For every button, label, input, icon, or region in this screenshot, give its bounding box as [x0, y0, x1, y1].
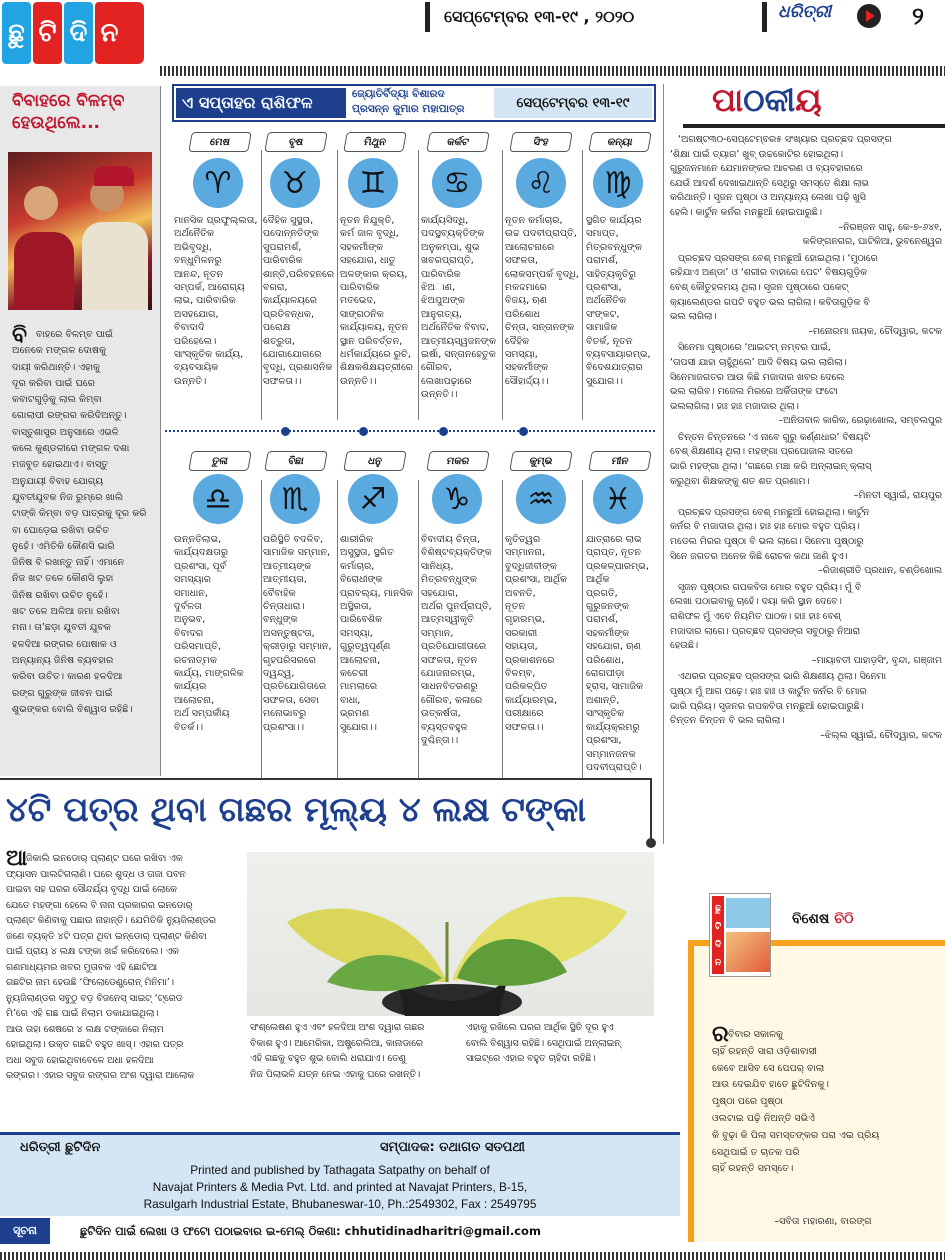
sign-label-mesha: ମେଷ [188, 132, 252, 152]
poem-drop-cap: ର [712, 1022, 729, 1047]
plant-illustration [247, 852, 654, 1016]
feedback-rule [683, 124, 945, 128]
issue-date: ସେପ୍ଟେମ୍ବର ୧୩-୧୯ , ୨୦୨୦ [444, 7, 635, 26]
letter-text: ପ୍ରଚ୍ଛଦ ପ୍ରସଙ୍ଗ ବେଶ୍ ମନଛୁଆଁ ହୋଇଥିଲା। କାର୍ଟୁନ କର୍ନର ବି ମଜାଦାର ଥିଲା। ହାଃ ହାଃ ମୋର ବହୁତ ପ୍ରିୟ। ମଡେଲ ମିରର ପୃଷ୍ଠା ବି ଭଲ ଲାଗେ। ସିନେମା ପୃଷ୍ଠାରୁ ସିନେ ଜଗତର ଅନେକ କିଛି ରୋଚକ କଥା ଜାଣି ହୁଏ। [670, 506, 870, 562]
sign-label-kanya: କନ୍ୟା [588, 132, 652, 152]
plant-headline: ୪ଟି ପତ୍ର ଥିବା ଗଛର ମୂଲ୍ୟ ୪ ଲକ୍ଷ ଟଙ୍କା [6, 790, 586, 830]
column-rule [582, 150, 583, 420]
gemini-icon: ♊ [348, 158, 398, 208]
feedback-title [712, 82, 822, 118]
footer-imprint-1: Printed and published by Tathagata Satpathy on behalf of [190, 1163, 490, 1177]
letter-signature: –ମିନତୀ ସ୍ୱାଇଁ, ରାୟପୁର [853, 490, 942, 502]
magazine-tile: ନ [714, 958, 722, 968]
taurus-icon: ♉ [270, 158, 320, 208]
horoscope-text-meena: ଯାତ୍ରାରେ ଲାଭ ପ୍ରାପ୍ତ, ନୂତନ ପ୍ରକଳ୍ପାରମ୍ଭ, ଆର୍ଥିକ ପ୍ରଗତି, ଗୁରୁଜନଙ୍କ ପରାମର୍ଶ, ସହକର୍ମୀଙ୍କ ସହଯୋଗ, ଋଣ ପରିଶୋଧ, ରୋଗପୀଡ଼ା ହ୍ରାସ, ସାମାଜିକ ଅଶାନ୍ତି, ସାଂସ୍କୃତିକ କାର୍ଯ୍ୟକ୍ରମରୁ ପ୍ରଶଂସା, ସମ୍ମାନଜନକ ପଦବୀପ୍ରାପ୍ତି। [586, 534, 649, 773]
sign-label-meena: ମୀନ [588, 451, 652, 471]
letters-list [670, 133, 942, 745]
sign-label-karkata: କର୍କଟ [426, 132, 490, 152]
capricorn-icon: ♑ [432, 474, 482, 524]
magazine-cover [709, 893, 771, 977]
horoscope-text-bichha: ପରିସ୍ଥିତି ବଦଳିବ, ସାମାଜିକ ସମ୍ମାନ, ଆତ୍ମୀୟଙ୍କ ଆତ୍ମୀୟତା, ବୈବାହିକ ଚିନ୍ତାଧାରା। ବନ୍ଧୁଙ୍କ ଅସନ୍ତୁଷ୍ଟତା, କ୍ରୀଡ଼ାରୁ ସମ୍ମାନ, ଗୃହପରିସରରେ ଦ୍ୱନ୍ଦ୍ୱ, ପ୍ରତିଯୋଗିତାରେ ସଫଳତା, ସେବା ମନୋଭାବରୁ ପ୍ରଶଂସା।। [263, 534, 332, 733]
horoscope-text-kumbha: କୃତିତ୍ୱର ସମ୍ମାନନା, ବୁଦ୍ଧିଜୀବୀଙ୍କ ପ୍ରଶଂସା, ଆର୍ଥିକ ଅବନତି, ନୂତନ ଗୃହାରମ୍ଭ, ସରକାରୀ ସହାୟତା, ପ୍ରକାଶନରେ ବିଳମ୍ବ, ପରିକଳ୍ପିତ କାର୍ଯ୍ୟାରମ୍ଭ, ପରୀକ୍ଷାରେ ସଫଳତା।। [505, 534, 568, 733]
plant-story-col2: ସଂଶ୍ଲେଷଣ ହୁଏ ଏବଂ ହଳଦିଆ ଅଂଶ ଦ୍ୱାରା ଗଛର ବିକାଶ ହୁଏ। ଆମେରିକା, ଅଷ୍ଟ୍ରେଲିଆ, କାନାଡାରେ ଏହି ଗଛକୁ ବହୁତ ଶୁଭ ବୋଲି ଧରାଯାଏ। ତେଣୁ ନିଜ ପିଲାଭଳି ଯତ୍ନ ନେଇ ଏହାକୁ ଘରେ ରଖନ୍ତି। [250, 1022, 425, 1080]
plant-photo [247, 852, 654, 1016]
horoscope-text-simha: ନୂତନ କର୍ମାଚାର, ଉଚ୍ଚ ପଦବୀପ୍ରାପ୍ତି, ଆଲୋଚନାରେ ସଫଳତା, ଲୋକସମ୍ପର୍କ ବୃଦ୍ଧି, ମକଦ୍ଦମାରେ ବିଜୟ, ଋଣ ପରିଶୋଧ ଚିନ୍ତା, ସନ୍ତାନଙ୍କ ଦୈହିକ ସମସ୍ୟା, ସହକର୍ମୀଙ୍କ ସୌହାର୍ଦ୍ଦ୍ୟ।। [505, 215, 579, 387]
horoscope-text-mithuna: ନୂତନ ନିଯୁକ୍ତି, କର୍ମ ଜାଳ ବୃଦ୍ଧି, ସହକର୍ମୀଙ୍କ ସହଯୋଗ, ଧାତୁ ଅଳଙ୍କାର କ୍ରୟ, ପାରିବାରିକ ମତଭେଦ, ସାଙ୍ଗଠନିକ କାର୍ଯ୍ୟାଳୟ, ନୂତନ ସ୍ଥାନ ପରିବର୍ତ୍ତନ, ଧର୍ମକାର୍ଯ୍ୟରେ ରୁଚି, ଶିକ୍ଷକଶିକ୍ଷୟତ୍ରୀରେ ଉନ୍ନତି।। [340, 215, 414, 387]
footer-imprint-2: Navajat Printers & Media Pvt. Ltd. and printed at Navajat Printers, B-15, [152, 1180, 528, 1194]
leo-icon: ♌ [516, 158, 566, 208]
horoscope-title: ଏ ସପ୍ତାହର ରାଶିଫଳ [176, 88, 346, 118]
sign-label-dhanu: ଧନୁ [343, 451, 407, 471]
horoscope-date: ସେପ୍ଟେମ୍ବର ୧୩-୧୯ [494, 88, 652, 118]
plant-headline-rule [0, 778, 650, 780]
masthead-tile: ଛୁ [2, 2, 31, 64]
feedback-title-part: ଠକୀ [743, 81, 796, 119]
special-letter-label-a: ବିଶେଷ [792, 911, 830, 927]
divider-dot [519, 427, 528, 436]
sign-label-kumbha: କୁମ୍ଭ [509, 451, 573, 471]
date-bar-right [762, 2, 767, 32]
plant-drop-cap: ଆ [6, 846, 28, 871]
horoscope-text-dhanu: ଶାରୀରିକ ଅସୁସ୍ଥତା, ସ୍ଥଗିତ କର୍ମାଚାର, ବିରୋଧୀଙ୍କ ପ୍ରାବଲ୍ୟ, ମାନସିକ ଅସ୍ଥିରତା, ପାରିବେଶିକ ସମସ୍ୟା, ଗୁରୁତ୍ୱପୂର୍ଣ୍ଣ ଆଲୋଚନା, କଚେରୀ ମାମଲାରେ ବାଧା, ଭ୍ରମଣ ସୁଯୋଗ।। [340, 534, 414, 733]
hatched-rule [160, 66, 945, 76]
column-rule [337, 150, 338, 420]
notice-label: ସୂଚନା [0, 1218, 50, 1244]
libra-icon: ♎ [193, 474, 243, 524]
sign-label-makara: ମକର [426, 451, 490, 471]
letter [670, 670, 942, 743]
special-letter-label-b: ଚିଠି [834, 911, 854, 927]
cancer-icon: ♋ [432, 158, 482, 208]
masthead-tail [118, 2, 144, 64]
column-rule [502, 150, 503, 420]
sagittarius-icon: ♐ [348, 474, 398, 524]
left-story-title: ବିବାହରେ ବିଳମ୍ବ ହେଉଥିଲେ... [12, 91, 125, 133]
horoscope-text-karkata: କାର୍ଯ୍ୟସିଦ୍ଧି, ପଦସ୍ଥବ୍ୟକ୍ତିଙ୍କ ଅନୁକମ୍ପା, ଶୁଭ ଖବରପ୍ରାପ୍ତି, ପାରିବାରିକ ଝିଅାଣ, ଝିଅପୁଅଙ୍କ ଆନୁଗତ୍ୟ, ଅର୍ଥନୈତିକ ବିବାଦ, ଆତ୍ମୀୟସ୍ୱଜନଙ୍କ ଇର୍ଷା, ସନ୍ତାନହେତୁକ ଗୌରବ, ଲେଖାପଢ଼ାରେ ଉନ୍ନତି।। [421, 215, 497, 401]
letter-signature: –ମାୟାବତୀ ପାହାଡ଼ସିଂ, ବୃନ୍ଦା, ଗଞ୍ଜାମ [811, 654, 942, 666]
magazine-tile: ଦି [714, 940, 722, 950]
divider-dot [359, 427, 368, 436]
left-column-rule [160, 86, 161, 776]
plant-story-col3: ଏହାକୁ ରଖିଲେ ଘରର ଆର୍ଥିକ ସ୍ଥିତି ଦୂର ହୁଏ ବୋଲି ବିଶ୍ୱାସ ରହିଛି। ସେଥିପାଇଁ ଅନ୍‌ଲାଇନ୍ ସାଇଟ୍‌ରେ ଏହାର ବହୁତ ଚାହିଦା ରହିଛି। [466, 1022, 621, 1064]
aquarius-icon: ♒ [516, 474, 566, 524]
sign-label-simha: ସିଂହ [509, 132, 573, 152]
sign-label-bichha: ବିଛା [264, 451, 328, 471]
virgo-icon: ♍ [593, 158, 643, 208]
astrologer-line-1: ଜ୍ୟୋତିର୍ବିଦ୍ୟା ବିଶାରଦ [352, 88, 445, 100]
letter-signature: –ଅନିତାବାଳ କାରିକ, ରେଢ଼ାଖୋଲ, ସମ୍ବଲପୁର [778, 415, 942, 427]
column-rule [261, 480, 262, 780]
wedding-photo [8, 152, 152, 310]
bottom-hatched-rule [0, 1252, 945, 1260]
horoscope-text-vrusha: ଦୈହିକ ସୁସ୍ଥତା, ପଦୋନ୍ନତିଙ୍କ ସୁପରାମର୍ଶ, ପାରିବାରିକ ଶାନ୍ତି,ପରିବହନରେ ବଗରା, କାର୍ଯ୍ୟାଳୟରେ ପ୍ରତିବନ୍ଧକ, ପରୋକ୍ଷ ଶତ୍ରୁତା, ଯୋଗାଯୋଗରେ ବୃଦ୍ଧି, ପ୍ରଶାସନିକ ସଫଳତା।। [263, 215, 335, 387]
sign-label-mithuna: ମିଥୁନ [343, 132, 407, 152]
paper-logo: ଧରିତ୍ରୀ [778, 2, 832, 22]
sign-label-tula: ତୁଳା [188, 451, 252, 471]
masthead-tile: ନ [95, 2, 124, 64]
plant-headline-rule-vertical [650, 778, 652, 844]
horoscope-text-makara: ବିବାଦୀୟ ଚିନ୍ତା, ବିଶିଷ୍ଟବ୍ୟକ୍ତିଙ୍କ ସାନିଧ୍ୟ, ମିତ୍ରବନ୍ଧୁଙ୍କ ସହଯୋଗ, ଅର୍ଥର ପୁନର୍ପ୍ରାପ୍ତି, ଆତ୍ମସ୍ୱୀକୃତି ସମ୍ମାନ, ପ୍ରତିଯୋଗୀତାରେ ସଫଳତା, ନୂତନ ଯୋଜନାରମ୍ଭ, ସାଧନବିତରଣରୁ ଗୌରବ, କଳାରେ ଉତ୍କର୍ଷତା, ବ୍ୟସ୍ତବହୁଳ ଦୁଶ୍ଚିନ୍ତା।। [421, 534, 492, 747]
letter [670, 341, 942, 429]
column-rule [418, 480, 419, 780]
letter [670, 133, 942, 250]
rule-end-dot [646, 838, 656, 848]
date-bar-left [425, 2, 430, 32]
feedback-title-part: ପା [712, 81, 744, 119]
left-drop-cap: ବି [12, 323, 28, 348]
letter [670, 431, 942, 504]
left-story-body: ବାହରେ ବିଳମ୍ବ ପାଇଁ ଅନେକେ ମଙ୍ଗଳ ଦୋଷକୁ ଦାୟୀ କରିଥାନ୍ତି। ଏହାକୁ ଦୂର କରିବା ପାଇଁ ଘରେ କବାଟଗୁଡ଼ିକୁ ଲାଲ କିମ୍ବା ଗୋଲାପୀ ରଙ୍ଗର କରିଦିଅନ୍ତୁ। ବାସ୍ତୁଶାସ୍ତ୍ର ଅନୁସାରେ ଏଭଳି କଲେ କୁଣ୍ଡଳୀରେ ମଙ୍ଗଳ ଦଶା ମଜବୁତ ହୋଇଥାଏ। ବାସ୍ତୁ ଅନୁଯାୟୀ ବିବାହ ଯୋଗ୍ୟ ଯୁବତୀଯୁବକ ନିଜ ରୁମ୍‌ରେ ଖାଲି ଟାଙ୍କି କିମ୍ବା ବଡ଼ ପାତ୍ରକୁ ଦୂର କରି ବା ଘୋଡ଼େଇ ରଖିବା ଉଚିତ ନୁହେଁ। ଏମିତିକି କୌଣସି ଭାରି ଜିନିଷ ବି ରଖନ୍ତୁ ନାହିଁ। ଏମାନେ ନିଜ ଖଟ ତଳେ କୌଣସି ଲୁହା ଜିନିଷ ରଖିବା ଉଚିତ ନୁହେଁ। ଖଟ ତଳେ ଅଳିଆ ଜମା ରଖିବା ମନା। ତା’ଛଡ଼ା ଯୁବତୀ ଯୁବକ ହଳଦିଆ ରଙ୍ଗର ପୋଷାକ ଓ ଅନ୍ୟାନ୍ୟ ଜିନିଷ ବ୍ୟବହାର କରିବା ଉଚିତ। କାରଣ ହଳଦିଆ ରଙ୍ଗ ଗୁରୁଙ୍କ ଜୀବନ ପାଇଁ ଶୁଭଙ୍କର ବୋଲି ବିଶ୍ୱାସ ରହିଛି। [12, 329, 147, 715]
magazine-cover-title [713, 900, 723, 972]
letter-text: ଚିନ୍ତନ ଚିନ୍ତନରେ ‘ଏ ନାବେ ଗୁରୁ କର୍ଣ୍ଣଧାର’ ବିଷୟଟି ବେଶ୍ ଶିକ୍ଷଣୀୟ ଥିଲା। ମହଙ୍ଗା ପ୍ରପୋଜାଲ ସତରେ ଭାରି ମହଙ୍ଗା ଥିଲା। ‘ଗଛରେ ମଞ୍ଚା କରି ଅନ୍‌ଲାଇନ୍ କ୍ଲାସ୍ କରୁଥିବା ଶିକ୍ଷକଙ୍କୁ ଶତ ଶତ ପ୍ରଣାମ। [670, 431, 872, 487]
letter-signature: –ରିଜାଶ୍ରୀତି ପ୍ରଧାନ, ଚଣ୍ଡିଖୋଲ [818, 565, 942, 577]
letter [670, 506, 942, 579]
aries-icon: ♈ [193, 158, 243, 208]
magazine-tile: ଟି [714, 922, 722, 932]
column-rule [337, 480, 338, 780]
right-column-rule [663, 84, 664, 844]
column-rule [582, 480, 583, 780]
column-rule [261, 150, 262, 420]
special-letter-signature: –ସବିତା ମହାରଣା, ବାରଙ୍ଗ [774, 1216, 872, 1227]
footer-top-rule [0, 1132, 680, 1135]
footer-imprint-3: Rasulgarh Industrial Estate, Bhubaneswar-10, Ph.:2549302, Fax : 2549795 [143, 1197, 537, 1211]
letter-signature: –ମନୋରମା ନାୟକ, ଚୌଦ୍ୱାର, କଟକ [808, 325, 942, 337]
letter [670, 581, 942, 669]
column-rule [502, 480, 503, 780]
sign-label-vrusha: ବୃଷ [264, 132, 328, 152]
plant-story-col1: ଜିକାଲି ଇନଡୋର୍ ପ୍ଲାଣ୍ଟ ଘରେ ରଖିବା ଏକ ଫ୍ୟାସନ ପାଲଟିଗଲାଣି। ଘରେ ଶୁଦ୍ଧ ଓ ତାଜା ପବନ ପାଇବା ସହ ଘରର ସୌନ୍ଦର୍ଯ୍ୟ ବୃଦ୍ଧି ପାଇଁ ଲୋକେ ଯେତେ ମହଙ୍ଗା ହେଲେ ବି ନାନା ପ୍ରକାରର ଇନଡୋର୍ ପ୍ଲାଣ୍ଟ କିଣିବାକୁ ପଛାଉ ନାହାନ୍ତି। ଯେମିତିକି ନ୍ୟୁଜିଲାଣ୍ଡର ଜଣେ ବ୍ୟକ୍ତି ୪ଟି ପତ୍ର ଥିବା ଇନ୍‌ଡୋର୍ ପ୍ଲାଣ୍ଟ କିଣିବା ପାଇଁ ପ୍ରାୟ ୪ ଲକ୍ଷ ଟଙ୍କା ଖର୍ଚ୍ଚ କରିଦେଲେ। ଏକ ଗଣମାଧ୍ୟମର ଖବର ମୁତାବକ ଏହି ଛୋଟିଆ ଗଛଟିର ନାମ ହେଉଛି ‘ଫିଲୋଡେଣ୍ଡ୍ରୋନ୍ ମିନିମା’। ନ୍ୟୁଜିଲାଣ୍ଡର ସବୁଠୁ ବଡ଼ ବିଜନେସ୍ ସାଇଟ୍ ‘ଟ୍ରେଡ ମି’ରେ ଏହି ଗଛ ପାଇଁ ନିଲାମ ଡକାଯାଇଥିଲା। ଆଉ ତାହା ଶେଷରେ ୪ ଲକ୍ଷ ଟଙ୍କାରେ ନିଲାମ ହୋଇଥିଲା। ଉକ୍ତ ଗଛଟି ବହୁତ ଖାସ୍। ଏହାର ପତ୍ର ଅଧା ସବୁଜ ହୋଇଥିବାବେଳେ ଅଧା ହଳଦିଆ ରଙ୍ଗର। ଏହାର ସବୁଜ ରଙ୍ଗର ଅଂଶ ଦ୍ୱାରା ଆଲୋକ [6, 853, 216, 1081]
horoscope-text-tula: ଉନ୍ନତିଲାଭ, କାର୍ଯ୍ୟଦକ୍ଷତାରୁ ପ୍ରଶଂସା, ପୂର୍ବ ସମସ୍ୟାର ସମାଧାନ, ଦୁର୍ବଳତା ଅନୁଭବ, ବିବାଦର ପରିସମାପ୍ତି, ରଚନାତ୍ମକ କାର୍ଯ୍ୟ, ମାଙ୍ଗଳିକ କାର୍ଯ୍ୟର ଆଲୋଚନା, ଅର୍ଥ ସମ୍ପର୍କୀୟ ବିତର୍କ।। [174, 534, 244, 733]
horoscope-text-kanya: ସ୍ଥଗିତ କାର୍ଯ୍ୟର ସମାପ୍ତ, ମିତ୍ରବନ୍ଧୁଙ୍କ ପରାମର୍ଶ, ସାହିତ୍ୟକୃତିରୁ ପ୍ରଶଂସା, ଅର୍ଥନୈତିକ ସଂଙ୍କଟ, ସାମାଜିକ ବିତର୍କ, ନୂତନ ବ୍ୟବସାୟାରମ୍ଭ, ବିଦେଶଯାତ୍ରାର ସୁଯୋଗ।। [586, 215, 651, 387]
letter-text: ସିନେମା ପୃଷ୍ଠାରେ ‘ଆଇଟମ୍ ନମ୍ବର ପାଇଁ, ‘ତାପସୀ ଯାହା ଚାହୁଁଥିଲେ’ ଆଦି ବିଷୟ ଭଲ ଲାଗିଲା। ସିନେମାଜଗତର ଆଉ କିଛି ମଜାଦାର ଖବର ଦେଲେ ଭଲ ଲାଗିବ। ମଜେଲ ମିରରେ ଅର୍କିତାଙ୍କ ଫଟୋ ଭଲଲାଗିଲା। ହାଃ ହାଃ ମଜାଦାର ଥିଲା। [670, 342, 847, 412]
footer-editor: ସମ୍ପାଦକ: ତଥାଗତ ସତପଥୀ [380, 1140, 525, 1155]
divider-dot [439, 427, 448, 436]
magazine-tile: ଛୁ [715, 904, 721, 914]
astrologer-line-2: ପ୍ରସନ୍ନ କୁମାର ମହାପାତ୍ର [352, 103, 465, 115]
horoscope-dotted-divider [165, 430, 655, 432]
page-number: ୨ [912, 2, 924, 30]
email-notice: ଛୁଟିଦିନ ପାଇଁ ଲେଖା ଓ ଫଟୋ ପଠାଇବାର ଇ-ମେଲ୍ ଠିକଣା: chhutidinadharitri@gmail.com [80, 1224, 541, 1238]
divider-dot [281, 427, 290, 436]
letter-text: ପ୍ରଚ୍ଛଦ ପ୍ରସଙ୍ଗ ବେଶ୍ ମନଛୁଆଁ ହୋଇଥିଲା। ‘ମୁଠାରେ ରହିଯାଏ ଅଣ୍ଡା’ ଓ ‘ଶରୀର ବାହାରେ ପେଟ’ ବିଷୟଗୁଡ଼ିକ ବେଶ୍ କୌତୁହଳମୟ ଥିଲା। ସୃଜନ ପୃଷ୍ଠାରେ ପକେଟ୍ କ୍ୟାଲେଣ୍ଡର ଗପଟି ବହୁତ ଭଲ ଲାଗିଲା। କବିତାଗୁଡ଼ିକ ବି ଭଲ ଲାଗିଲା। [670, 252, 878, 323]
special-letter-label [786, 906, 926, 932]
horoscope-text-mesha: ମାନସିକ ପ୍ରଫୁଲ୍ଲତା, ଅର୍ଥନୈତିକ ଅଭିବୃଦ୍ଧି, ବନ୍ଧୁମିଳନରୁ ଆନନ୍ଦ, ନୂତନ ସମ୍ପର୍କ, ଆରୋଗ୍ୟ ଲାଭ, ପାରିବାରିକ ଅସହଯୋଗ, ବିବାଦାଦି ପରିହେଲେ। ସାଂସ୍କୃତିକ କାର୍ଯ୍ୟ, ବ୍ୟବସାୟିକ ଉନ୍ନତି। [174, 215, 258, 387]
scorpio-icon: ♏ [270, 474, 320, 524]
letter-text: ଏଥରର ପ୍ରଚ୍ଛଦ ପ୍ରସଙ୍ଗ ଭାରି ଶିକ୍ଷଣୀୟ ଥିଲା। ସିନେମା ପୃଷ୍ଠା ମୁଁ ଆଗ ପଢ଼େ। ହାଃ ହାଃ ଓ କାର୍ଟୁନ କର୍ନର ବି ମୋର ଭାରି ପ୍ରିୟ। ସୃଜନର ଗପକବିତା ମନଛୁଆଁ ହୋଇପାରୁଛି। ଚିନ୍ତନ ଚିନ୍ତନ ବି ଭଲ ଲାଗିଲା। [670, 671, 887, 727]
column-rule [418, 150, 419, 420]
masthead-tile: ଟି [33, 2, 62, 64]
letter-signature: –ନିରଞ୍ଜନ ସାହୁ, କେ-୭-୬୪୧, କଳିଙ୍ଗନଗର, ଘାଟିକିଆ, ଭୁବନେଶ୍ୱର [802, 221, 942, 248]
pisces-icon: ♓ [593, 474, 643, 524]
feedback-title-part: ୟ [795, 81, 822, 119]
letter [670, 252, 942, 340]
special-letter-poem: ବିବାର ସକାଳକୁ ଚାହିଁ ରହନ୍ତି ସାରା ଓଡ଼ିଶାବାସୀ କେବେ ଆସିବ ସେ ପେପର୍ ବାଲା ଆଉ ଦେଇଯିବ ହାତେ ଛୁଟିଦିନକୁ। ପୃଷ୍ଠା ପରେ ପୃଷ୍ଠା ଓଲଟାଇ ପଢ଼ି ନିଅନ୍ତି ସଭିଏଁ କି ବୁଢ଼ା କି ପିଲା ସମସ୍ତଙ୍କର ପରା ଏଇ ପ୍ରିୟ ସେଥିପାଇଁ ତ ଚାତକ ପରି ଚାହିଁ ରହନ୍ତି ସମସ୍ତେ। [712, 1029, 880, 1175]
letter-text: ସୃଜନ ପୃଷ୍ଠାର ଗପକବିତା ମୋର ବହୁତ ପ୍ରିୟ। ମୁଁ ବି ଲେଖା ପଠାଇବାକୁ ଚାହେଁ। ଦୟା କରି ସ୍ଥାନ ଦେବେ। ରାଶିଫଳ ମୁଁ ଏବେ ନିୟମିତ ପାଠକ। ହାଃ ହାଃ ବେଶ୍ ମଜାଦାର ଲାଗେ। ପ୍ରଚ୍ଛଦ ପ୍ରସଙ୍ଗ ସବୁଠାରୁ ନିଆରା ହେଉଛି। [670, 581, 862, 652]
letter-text: ‘ଅଗଷ୍ଟ୩୦-ସେପ୍ଟେମ୍ବର୫ ସଂଖ୍ୟାର ପ୍ରଚ୍ଛଦ ପ୍ରସଙ୍ଗ ‘ଶିକ୍ଷା ପାଇଁ ତ୍ୟାଗ’ ଖୁବ୍ ଉଚ୍ଚକୋଟିର ହୋଇଥିଲା। ଗୁରୁଜନମାନେ ଯେମାନଙ୍କର ଆଚରଣ ଓ ବ୍ୟବହାରରେ ଯେଉଁ ଆଦର୍ଶ ଦେଖାଇଥାନ୍ତି ସେଥିରୁ ସମସ୍ତେ ଶିକ୍ଷା ଲାଭ କରିଥାନ୍ତି। ସୃଜନ ପୃଷ୍ଠା ଓ ଅନ୍ୟାନ୍ୟ ଲେଖା ପଢ଼ି ଖୁସି ହେଲି। କାର୍ଟୁନ କର୍ନର ମନଛୁଆଁ ହୋଇପାରୁଛି। [670, 134, 892, 218]
footer-brand: ଧରିତ୍ରୀ ଛୁଟିଦିନ [20, 1140, 101, 1155]
masthead-tile: ଦି [64, 2, 93, 64]
play-circle-icon [857, 4, 881, 28]
letter-signature: –ଝିଲ୍ଲ ସ୍ୱାଇଁ, ଚୌଦ୍ୱାର, କଟକ [820, 729, 942, 741]
